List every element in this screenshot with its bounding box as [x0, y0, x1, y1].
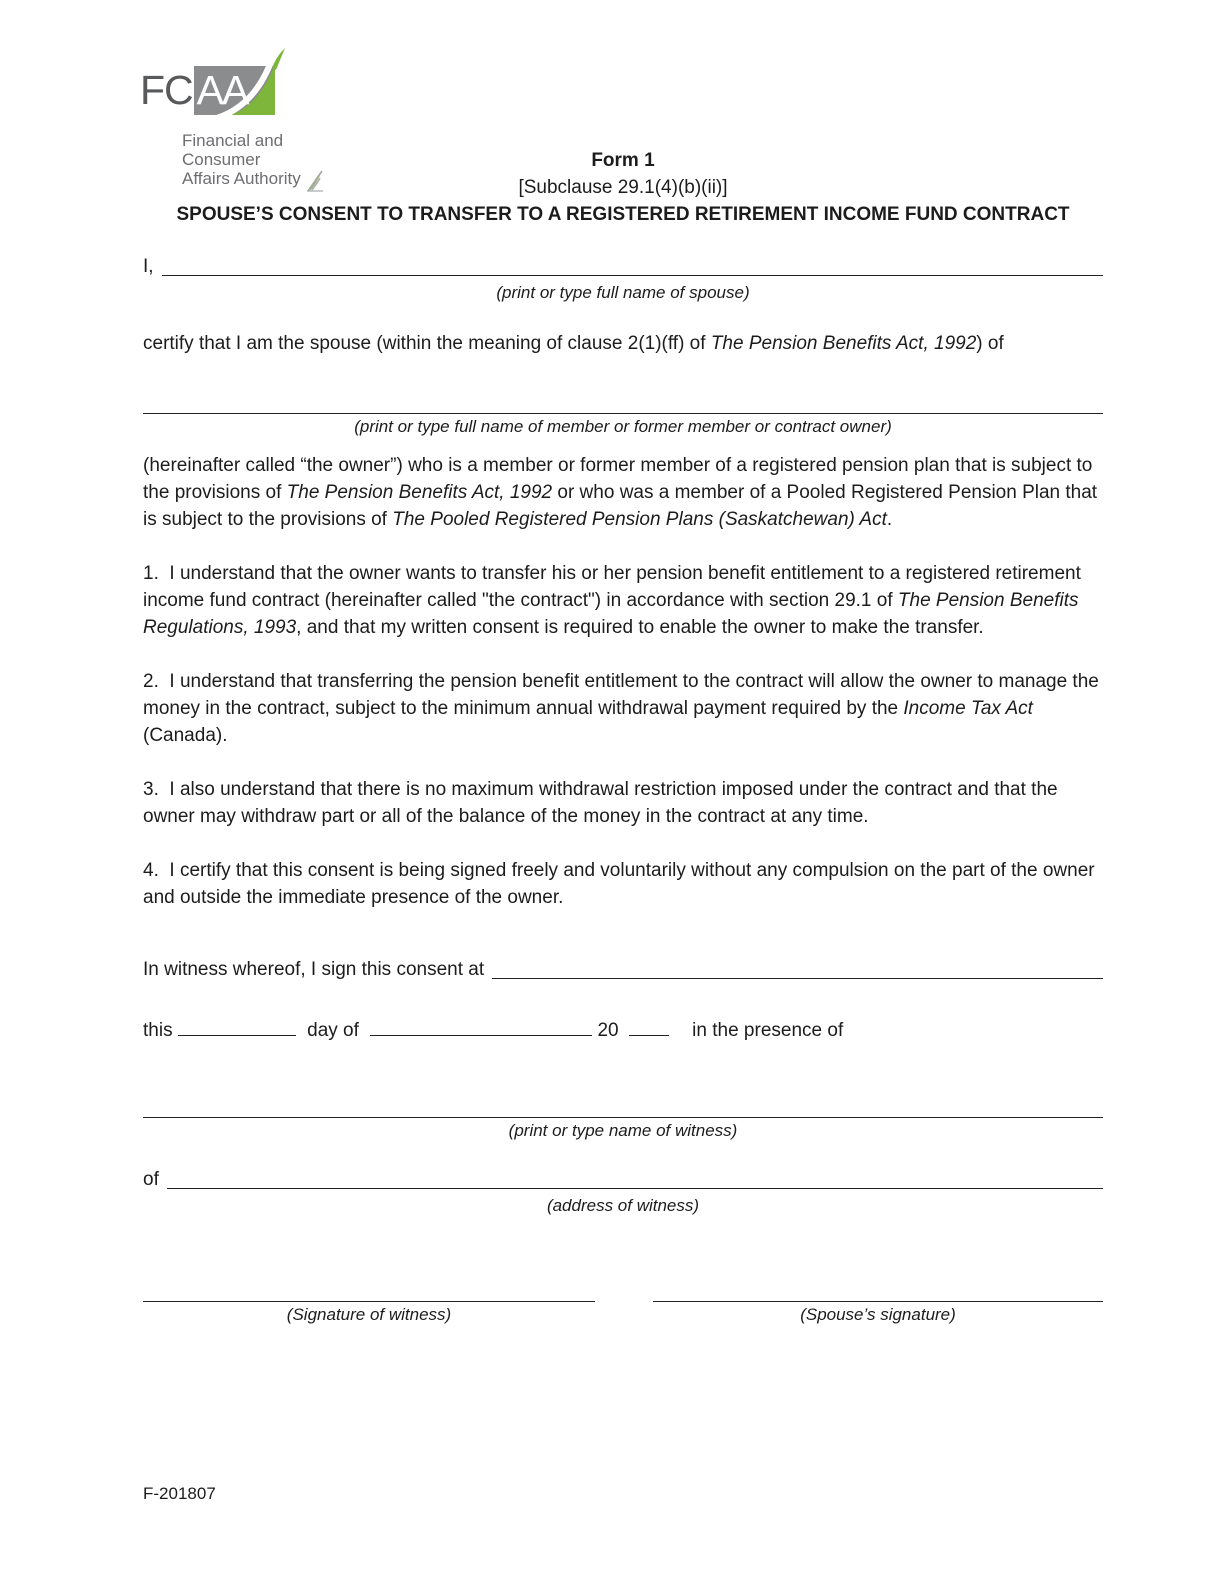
list-item-4: 4. I certify that this consent is being signed freely and voluntarily without any compulsion on the part of the owner and outside the immediate presence of the owner. — [143, 860, 1100, 908]
spouse-signature-caption: (Spouse’s signature) — [800, 1305, 956, 1324]
i-prefix-label: I, — [143, 256, 154, 277]
spouse-name-caption: (print or type full name of spouse) — [496, 283, 750, 302]
sign-date-row — [143, 1014, 1103, 1044]
sign-at-label: In witness whereof, I sign this consent at — [143, 959, 485, 980]
spouse-name-field[interactable] — [162, 253, 1103, 276]
form-subclause: [Subclause 29.1(4)(b)(ii)] — [518, 177, 728, 198]
witness-signature-caption: (Signature of witness) — [286, 1305, 452, 1324]
sign-location-field[interactable] — [492, 956, 1103, 979]
signature-spacer — [595, 1301, 653, 1326]
this-label: this — [143, 1020, 173, 1041]
logo-fc-letters: FC — [140, 67, 193, 113]
org-name — [182, 131, 301, 188]
form-code: F-201807 — [143, 1484, 216, 1503]
spouse-signature-field[interactable] — [653, 1301, 1103, 1302]
witness-address-field[interactable] — [167, 1166, 1103, 1189]
org-name-line: Consumer — [182, 150, 261, 169]
logo-swoosh-icon — [215, 52, 287, 116]
spouse-signature-block — [653, 1301, 1103, 1326]
month-field[interactable] — [370, 1014, 592, 1036]
witness-signature-field[interactable] — [143, 1301, 595, 1302]
of-label: of — [143, 1169, 159, 1190]
year-prefix-label: 20 — [597, 1020, 619, 1041]
hereinafter-paragraph: (hereinafter called “the owner”) who is a member or former member of a registered pension plan that is subject to the provisions of The Pension Benefits Act, 1992 or who was a member of a Pooled Registered Pension Plan that is subject to the provisions of The Pooled Registered Pension Plans (Saskatchewan) Act. — [143, 455, 1103, 530]
logo-aa-letters: AA — [196, 67, 248, 113]
day-field[interactable] — [178, 1014, 296, 1036]
witness-address-caption: (address of witness) — [546, 1196, 700, 1215]
list-item-1: 1. I understand that the owner wants to transfer his or her pension benefit entitlement to a registered retirement income fund contract (hereinafter called "the contract") in accordance with section 29.1 of The Pension Benefits Regulations, 1993, and that my written consent is required to enable the owner to make the transfer. — [143, 563, 1087, 638]
witness-name-caption: (print or type name of witness) — [508, 1121, 738, 1140]
list-item-2: 2. I understand that transferring the pension benefit entitlement to the contract will allow the owner to manage the money in the contract, subject to the minimum annual withdrawal payment required by the Income Tax Act (Canada). — [143, 671, 1105, 746]
sign-location-row — [143, 956, 1103, 983]
logo-aa-box — [194, 66, 275, 115]
org-name-line: Financial and — [182, 131, 284, 150]
signature-row — [143, 1301, 1103, 1326]
spouse-name-row — [143, 253, 1103, 280]
witness-address-row — [143, 1166, 1103, 1193]
witness-name-field[interactable] — [143, 1117, 1103, 1118]
owner-name-caption: (print or type full name of member or former member or contract owner) — [354, 417, 892, 436]
day-of-label: day of — [307, 1020, 359, 1041]
witness-signature-block — [143, 1301, 595, 1326]
form-number: Form 1 — [591, 150, 655, 171]
form-title: SPOUSE’S CONSENT TO TRANSFER TO A REGISTERED RETIREMENT INCOME FUND CONTRACT — [176, 204, 1070, 225]
presence-label: in the presence of — [692, 1020, 844, 1041]
list-item-3: 3. I also understand that there is no maximum withdrawal restriction imposed under the contract and that the owner may withdraw part or all of the balance of the money in the contract at any time. — [143, 779, 1063, 827]
year-field[interactable] — [629, 1014, 669, 1036]
owner-name-field[interactable] — [143, 413, 1103, 414]
org-name-line: Affairs Authority — [182, 169, 301, 188]
fcaa-logo — [140, 66, 301, 188]
certify-sentence: certify that I am the spouse (within the meaning of clause 2(1)(ff) of The Pension Benefits Act, 1992) of — [143, 333, 1004, 354]
wheat-icon — [305, 170, 325, 192]
